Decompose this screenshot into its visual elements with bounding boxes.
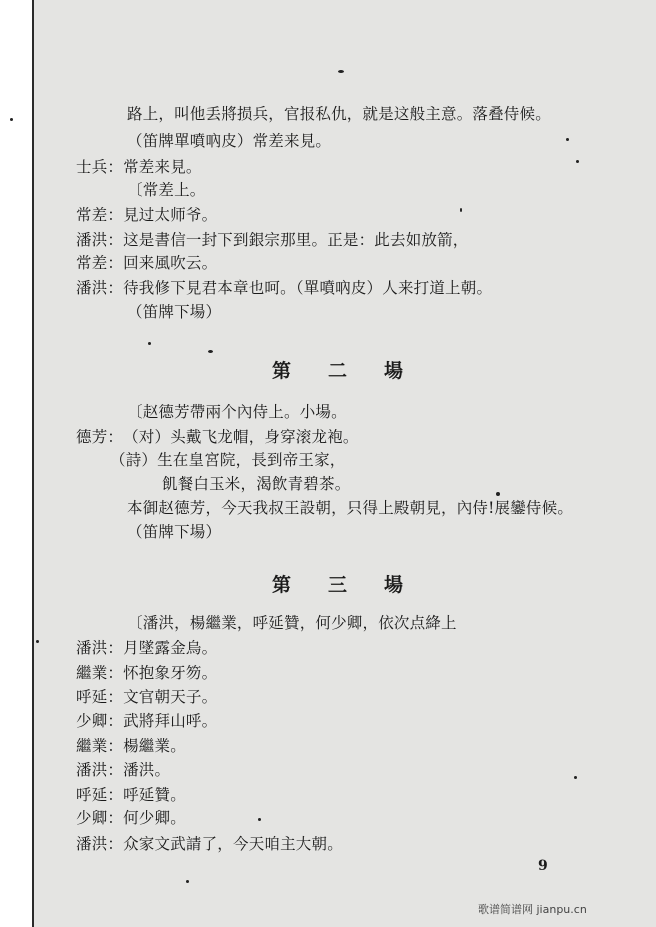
watermark: 歌谱简谱网 jianpu.cn: [478, 903, 587, 916]
scan-speck: [460, 208, 462, 212]
scan-speck: [574, 776, 577, 779]
script-line: 潘洪：这是書信一封下到銀宗那里。正是：此去如放箭，: [76, 231, 469, 249]
scan-speck: [148, 342, 151, 345]
scan-speck: [36, 640, 39, 643]
script-line: 潘洪：众家文武請了，今天咱主大朝。: [76, 835, 343, 853]
page-number: 9: [538, 858, 548, 874]
script-line: 少卿：何少卿。: [76, 809, 186, 827]
script-line: 潘洪：月墜露金烏。: [76, 639, 218, 657]
page-margin: [0, 0, 32, 927]
scan-speck: [10, 118, 13, 121]
scan-speck: [576, 160, 579, 163]
script-line: 潘洪：待我修下見君本章也呵。（單噴吶皮）人来打道上朝。: [76, 279, 493, 297]
stage-direction: 〔潘洪，楊繼業，呼延贊，何少卿，依次点絳上: [127, 614, 457, 632]
stage-direction: 〔常差上。: [127, 181, 206, 199]
script-line: 路上，叫他丢將损兵，官报私仇，就是这般主意。落叠侍候。: [127, 105, 551, 123]
scene-heading: 第 三 場: [272, 574, 405, 596]
script-line: 呼延：文官朝天子。: [76, 688, 218, 706]
stage-direction: （笛牌單噴吶皮）常差来見。: [127, 132, 332, 150]
verse-line: （詩）生在皇宮院，長到帝王家，: [110, 451, 346, 469]
stage-direction: （笛牌下場）: [127, 303, 222, 321]
scan-speck: [338, 70, 344, 73]
script-line: 繼業：怀抱象牙笏。: [76, 664, 218, 682]
stage-direction: （笛牌下場）: [127, 523, 222, 541]
scan-speck: [496, 492, 500, 496]
stage-direction: 〔赵德芳帶兩个內侍上。小場。: [127, 403, 347, 421]
scan-speck: [258, 818, 261, 821]
scan-speck: [566, 138, 569, 141]
script-line: 士兵：常差来見。: [76, 158, 202, 176]
script-line: 常差：見过太师爷。: [76, 206, 218, 224]
script-line: 潘洪：潘洪。: [76, 761, 171, 779]
script-line: 呼延：呼延贊。: [76, 786, 186, 804]
script-line: 繼業：楊繼業。: [76, 737, 186, 755]
script-line: 常差：回来風吹云。: [76, 254, 218, 272]
script-line: 本御赵德芳，今天我叔王設朝，只得上殿朝見，內侍!展鑾侍候。: [127, 499, 574, 517]
verse-line: 飢餐白玉米，渴飲青碧茶。: [162, 475, 351, 493]
script-line: 少卿：武將拜山呼。: [76, 712, 218, 730]
script-line: 德芳：（对）头戴飞龙帽，身穿滚龙袍。: [76, 428, 359, 446]
binding-edge-line: [32, 0, 34, 927]
scan-speck: [208, 350, 213, 353]
scene-heading: 第 二 場: [272, 360, 405, 382]
scan-speck: [186, 880, 189, 883]
